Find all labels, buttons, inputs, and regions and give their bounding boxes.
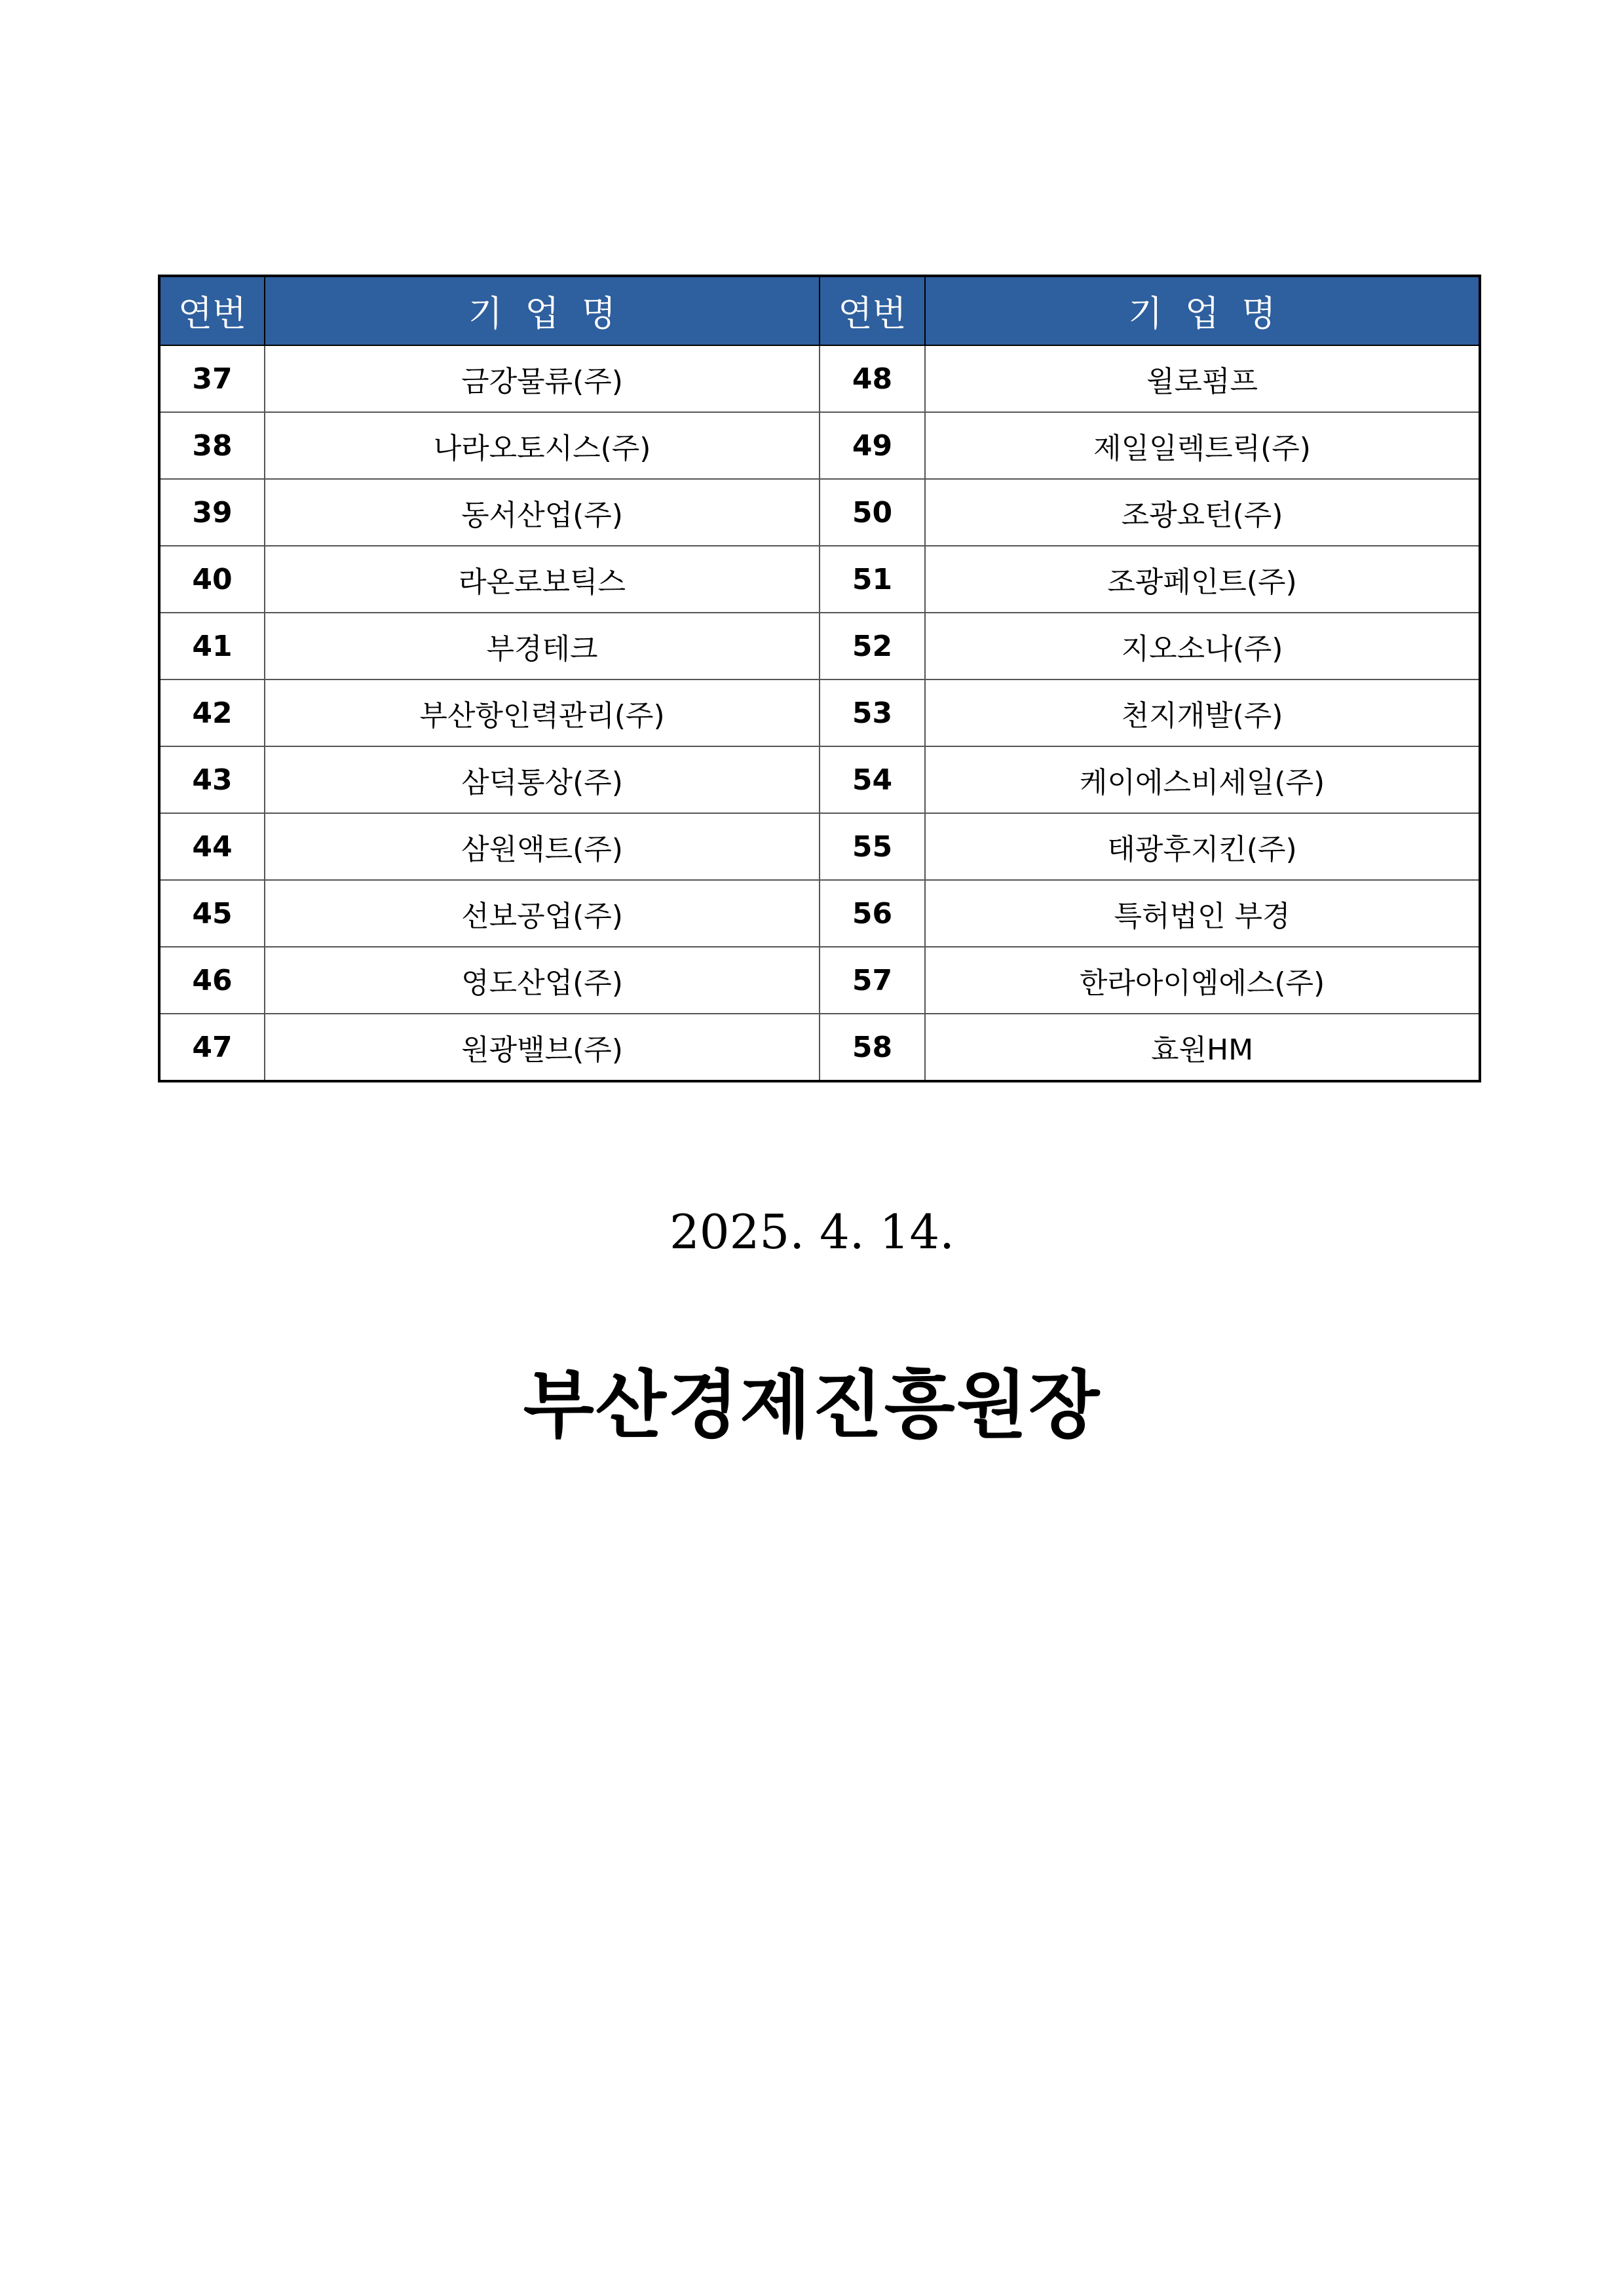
row-company-right: 태광후지킨(주) (925, 813, 1480, 880)
table-header-row (159, 276, 1480, 345)
row-no-right: 58 (820, 1014, 925, 1081)
table-row (159, 947, 1480, 1014)
row-no-left: 37 (159, 345, 265, 412)
row-company-left: 영도산업(주) (265, 947, 820, 1014)
row-no-right: 51 (820, 546, 925, 613)
table-row (159, 479, 1480, 546)
header-name-left (265, 276, 820, 345)
row-company-right: 지오소나(주) (925, 613, 1480, 679)
table-row (159, 679, 1480, 746)
header-no-right: 연번 (820, 276, 925, 345)
row-company-left: 동서산업(주) (265, 479, 820, 546)
header-name-left-text: 기 업 명 (468, 293, 616, 334)
header-name-right-text: 기 업 명 (1128, 293, 1276, 334)
header-no-left: 연번 (159, 276, 265, 345)
row-no-left: 46 (159, 947, 265, 1014)
row-company-left: 선보공업(주) (265, 880, 820, 947)
row-company-right: 조광페인트(주) (925, 546, 1480, 613)
row-no-right: 52 (820, 613, 925, 679)
company-list-table (158, 275, 1481, 1082)
row-no-right: 49 (820, 412, 925, 479)
row-no-right: 56 (820, 880, 925, 947)
table-row (159, 613, 1480, 679)
row-no-right: 54 (820, 746, 925, 813)
row-company-left: 나라오토시스(주) (265, 412, 820, 479)
header-name-right (925, 276, 1480, 345)
table-row (159, 880, 1480, 947)
row-company-left: 부경테크 (265, 613, 820, 679)
row-no-right: 53 (820, 679, 925, 746)
row-no-left: 45 (159, 880, 265, 947)
table-row (159, 746, 1480, 813)
row-company-left: 삼덕통상(주) (265, 746, 820, 813)
row-no-left: 44 (159, 813, 265, 880)
row-company-left: 금강물류(주) (265, 345, 820, 412)
row-no-left: 47 (159, 1014, 265, 1081)
row-no-left: 39 (159, 479, 265, 546)
row-company-right: 효원HM (925, 1014, 1480, 1081)
row-no-right: 55 (820, 813, 925, 880)
row-company-right: 제일일렉트릭(주) (925, 412, 1480, 479)
document-date: 2025. 4. 14. (669, 1204, 955, 1259)
table-row (159, 345, 1480, 412)
row-company-left: 부산항인력관리(주) (265, 679, 820, 746)
row-no-right: 57 (820, 947, 925, 1014)
row-no-right: 50 (820, 479, 925, 546)
row-no-left: 43 (159, 746, 265, 813)
row-company-right: 특허법인 부경 (925, 880, 1480, 947)
row-company-right: 천지개발(주) (925, 679, 1480, 746)
row-company-left: 원광밸브(주) (265, 1014, 820, 1081)
row-company-right: 케이에스비세일(주) (925, 746, 1480, 813)
table-row (159, 1014, 1480, 1081)
row-company-right: 한라아이엠에스(주) (925, 947, 1480, 1014)
table-row (159, 813, 1480, 880)
row-no-left: 40 (159, 546, 265, 613)
issuer-signature: 부산경제진흥원장 (523, 1362, 1101, 1448)
row-no-left: 38 (159, 412, 265, 479)
table-row (159, 412, 1480, 479)
row-no-left: 41 (159, 613, 265, 679)
row-company-right: 조광요턴(주) (925, 479, 1480, 546)
row-company-left: 삼원액트(주) (265, 813, 820, 880)
row-company-left: 라온로보틱스 (265, 546, 820, 613)
table-row (159, 546, 1480, 613)
row-no-left: 42 (159, 679, 265, 746)
row-company-right: 윌로펌프 (925, 345, 1480, 412)
row-no-right: 48 (820, 345, 925, 412)
